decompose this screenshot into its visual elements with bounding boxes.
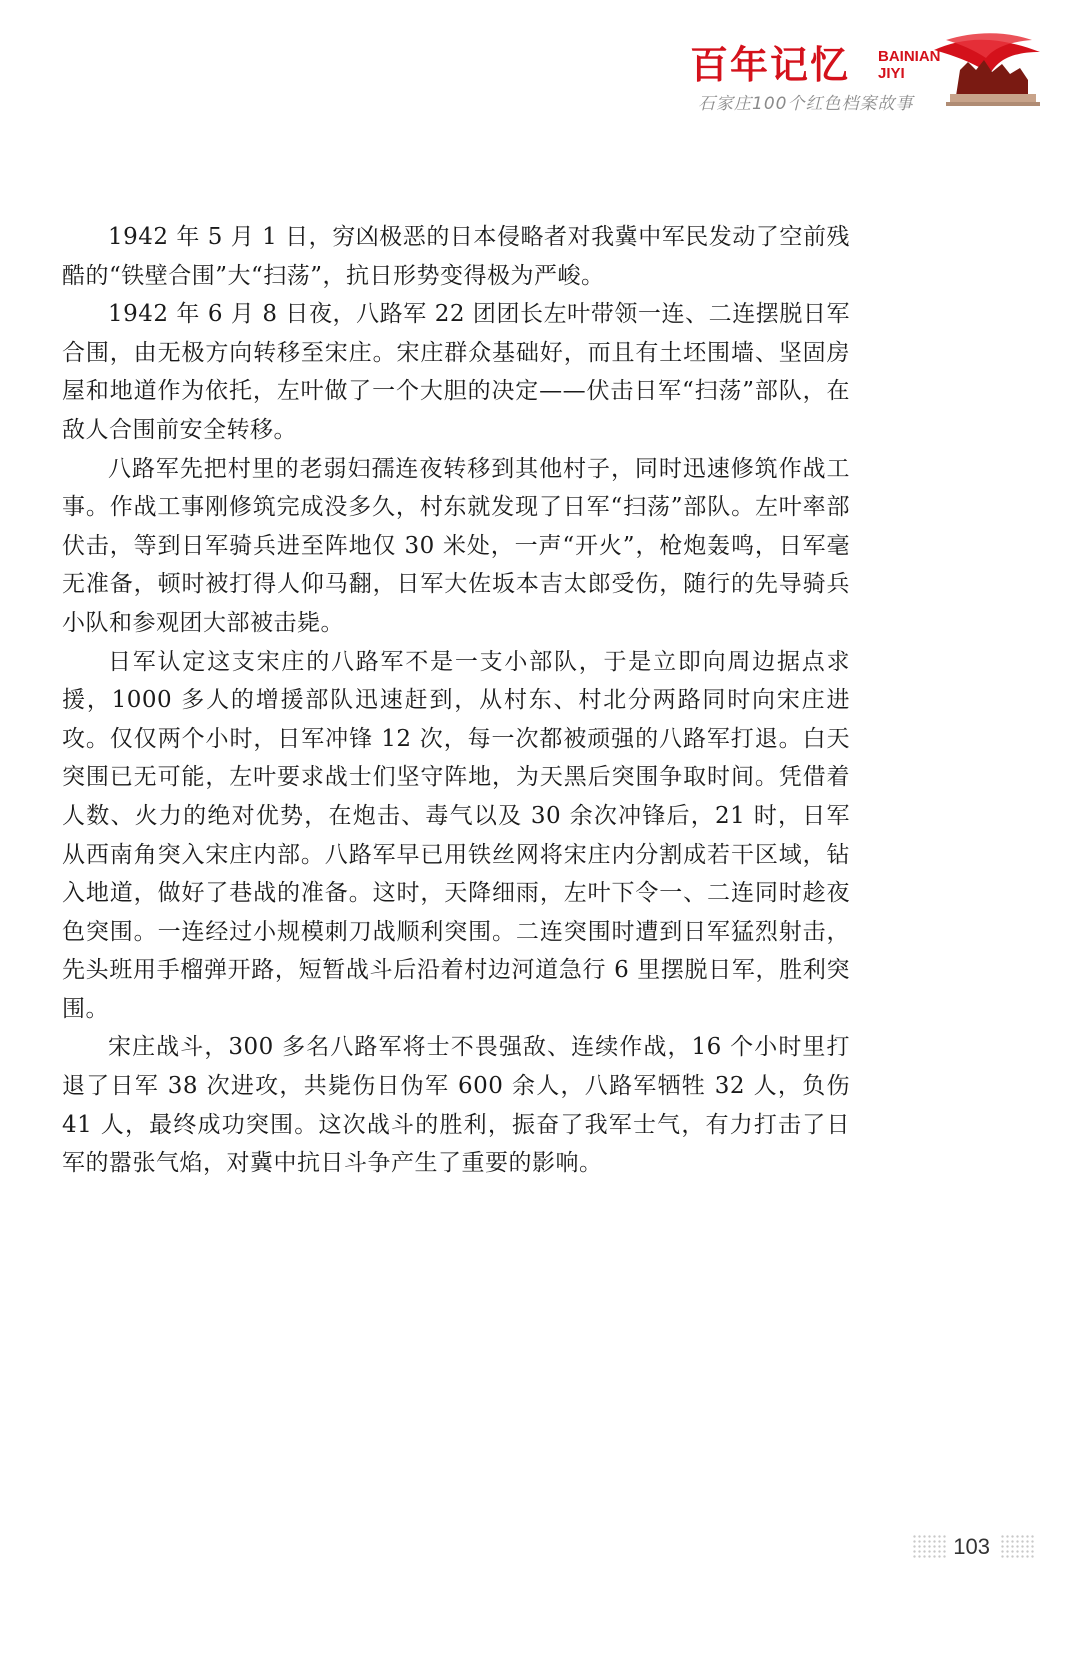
paragraph-1: 1942 年 5 月 1 日，穷凶极恶的日本侵略者对我冀中军民发动了空前残酷的“铁壁合围”大“扫荡”，抗日形势变得极为严峻。 — [62, 224, 850, 289]
paragraph-3: 八路军先把村里的老弱妇孺连夜转移到其他村子，同时迅速修筑作战工事。作战工事刚修筑完成没多久，村东就发现了日军“扫荡”部队。左叶率部伏击，等到日军骑兵进至阵地仅 30 米处，一声“开火”，枪炮轰鸣，日军毫无准备，顿时被打得人仰马翻，日军大佐坂本吉太郎受伤，随行的先导骑兵小队和参观团大部被击毙。 — [62, 455, 850, 636]
page-number: 103 — [953, 1534, 990, 1559]
paragraph-5: 宋庄战斗，300 多名八路军将士不畏强敌、连续作战，16 个小时里打退了日军 38 次进攻，共毙伤日伪军 600 余人，八路军牺牲 32 人，负伤 41 人，最终成功突围。这次战斗的胜利，振奋了我军士气，有力打击了日军的嚣张气焰，对冀中抗日斗争产生了重要的影响。 — [62, 1034, 850, 1177]
book-title-en-line2: JIYI — [878, 65, 905, 82]
article-body — [62, 218, 850, 1183]
book-title-cn: 百年记忆 — [690, 42, 851, 87]
red-flag-monument-icon — [932, 30, 1042, 108]
page-header — [570, 30, 1040, 120]
footer-dot-pattern-left — [912, 1534, 948, 1560]
book-subtitle: 石家庄100个红色档案故事 — [698, 94, 914, 114]
paragraph-4: 日军认定这支宋庄的八路军不是一支小部队，于是立即向周边据点求援，1000 多人的增援部队迅速赶到，从村东、村北分两路同时向宋庄进攻。仅仅两个小时，日军冲锋 12 次，每一次都被顽强的八路军打退。白天突围已无可能，左叶要求战士们坚守阵地，为天黑后突围争取时间。凭借着人数、火力的绝对优势，在炮击、毒气以及 30 余次冲锋后，21 时，日军从西南角突入宋庄内部。八路军早已用铁丝网将宋庄内分割成若干区域，钻入地道，做好了巷战的准备。这时，天降细雨，左叶下令一、二连同时趁夜色突围。一连经过小规模刺刀战顺利突围。二连突围时遭到日军猛烈射击，先头班用手榴弹开路，短暂战斗后沿着村边河道急行 6 里摆脱日军，胜利突围。 — [62, 648, 850, 1022]
book-title-en-line1: BAINIAN — [878, 48, 941, 65]
paragraph-2: 1942 年 6 月 8 日夜，八路军 22 团团长左叶带领一连、二连摆脱日军合围，由无极方向转移至宋庄。宋庄群众基础好，而且有土坯围墙、坚固房屋和地道作为依托，左叶做了一个大胆的决定——伏击日军“扫荡”部队，在敌人合围前安全转移。 — [62, 301, 850, 443]
footer-dot-pattern-right — [1000, 1534, 1036, 1560]
